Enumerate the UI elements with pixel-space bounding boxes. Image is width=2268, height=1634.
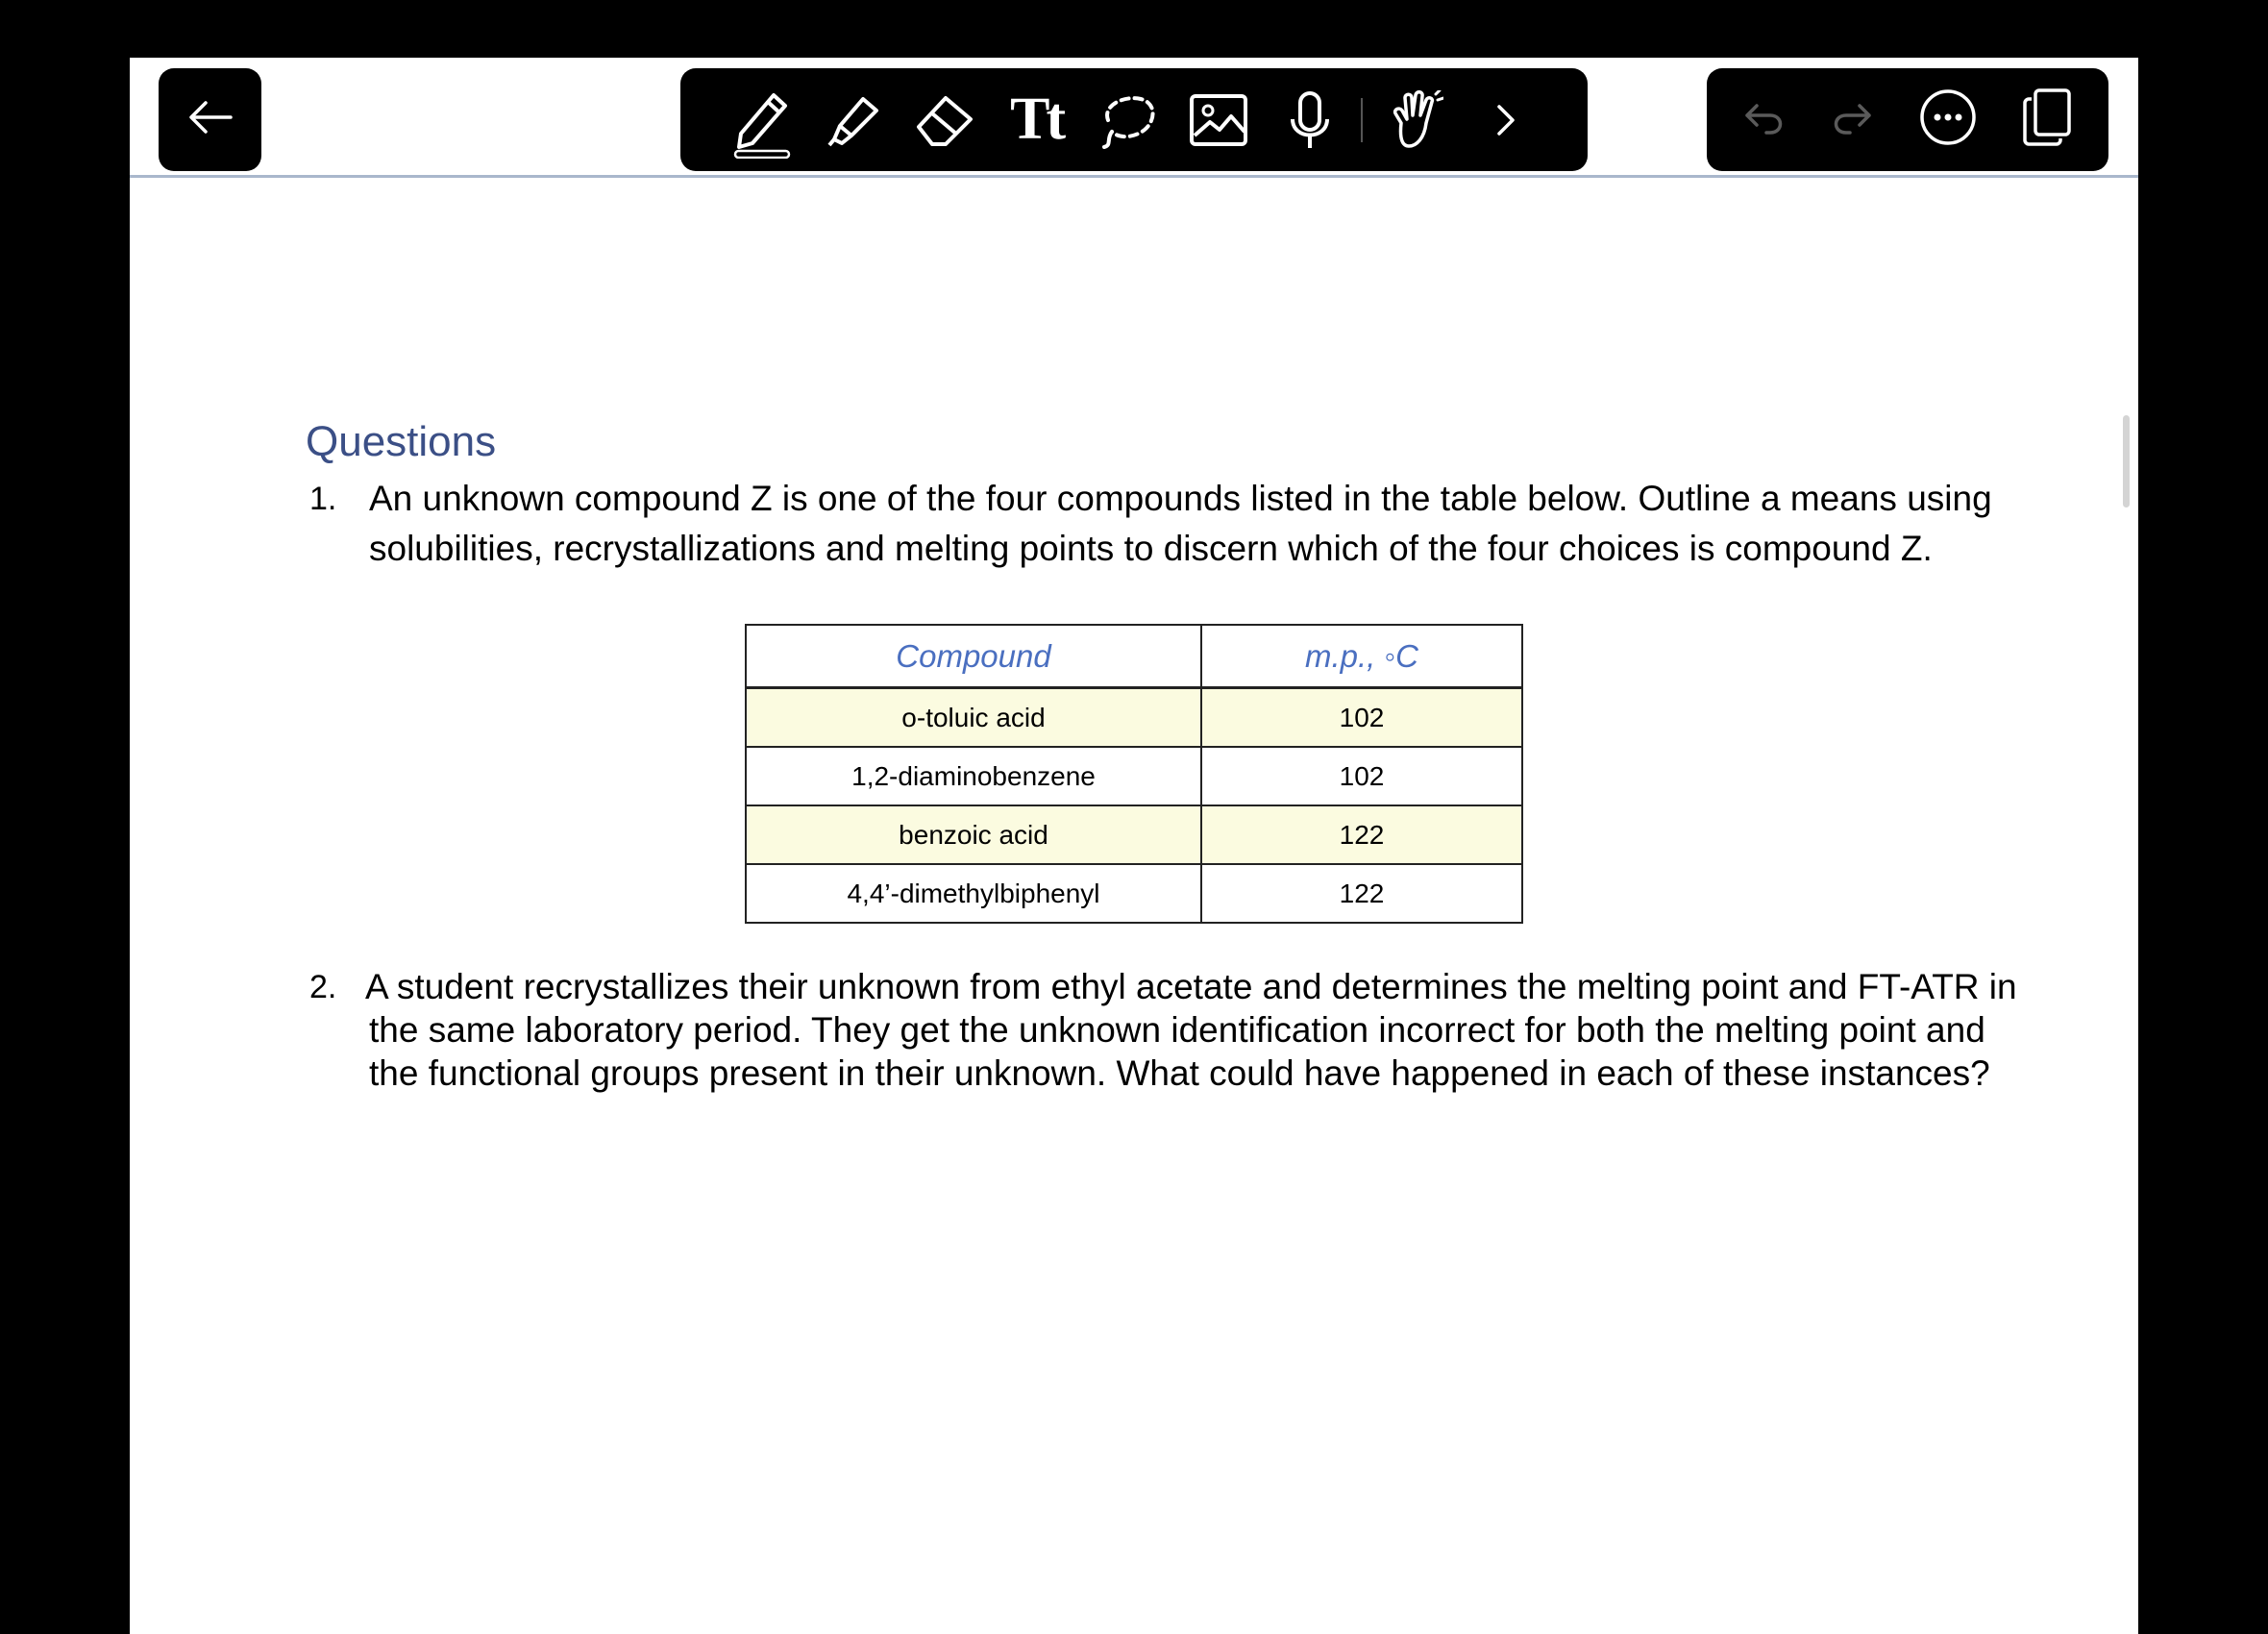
table-cell-mp: 102 xyxy=(1201,747,1522,805)
undo-button[interactable] xyxy=(1743,100,1786,139)
highlighter-tool[interactable] xyxy=(808,68,900,171)
image-icon xyxy=(1189,93,1248,147)
questions-heading: Questions xyxy=(306,418,497,465)
table-cell-compound: 4,4’-dimethylbiphenyl xyxy=(746,864,1201,923)
question-1-number: 1. xyxy=(309,481,337,517)
toolbar-separator xyxy=(1361,98,1363,142)
table-cell-mp: 122 xyxy=(1201,805,1522,864)
more-icon xyxy=(1919,134,1977,150)
chevron-right-icon xyxy=(1495,103,1516,137)
arrow-left-icon xyxy=(188,100,233,139)
table-row xyxy=(746,805,1522,864)
table-cell-compound: benzoic acid xyxy=(746,805,1201,864)
lasso-tool[interactable] xyxy=(1082,68,1173,171)
pen-icon xyxy=(731,82,793,159)
highlighter-icon xyxy=(825,91,882,149)
lasso-icon xyxy=(1097,91,1158,149)
pages-button[interactable] xyxy=(2022,87,2072,152)
melting-point-table xyxy=(745,624,1523,924)
question-2-line-2: the same laboratory period. They get the unknown identification incorrect for both the melting point and xyxy=(369,1010,1985,1050)
redo-button[interactable] xyxy=(1831,100,1873,139)
image-tool[interactable] xyxy=(1172,68,1264,171)
question-2-number: 2. xyxy=(309,969,337,1005)
text-tool[interactable] xyxy=(991,68,1082,171)
hand-icon xyxy=(1386,90,1443,150)
eraser-icon xyxy=(915,92,974,148)
table-row xyxy=(746,864,1522,923)
undo-icon xyxy=(1743,122,1786,138)
tools-toolbar xyxy=(680,68,1588,171)
text-tool-icon: Tt xyxy=(1010,87,1063,152)
microphone-tool[interactable] xyxy=(1264,68,1355,171)
table-cell-compound: 1,2-diaminobenzene xyxy=(746,747,1201,805)
table-row xyxy=(746,747,1522,805)
more-tools-button[interactable] xyxy=(1460,68,1551,171)
table-header-mp: m.p., ◦C xyxy=(1201,625,1522,688)
question-2-line-3: the functional groups present in their unknown. What could have happened in each of these instances? xyxy=(369,1053,1990,1093)
document-actions-toolbar xyxy=(1707,68,2108,171)
question-1-text: An unknown compound Z is one of the four compounds listed in the table below. Outline a means using solubilities, recrystallizations and melting points to discern which of the four choices is compound Z. xyxy=(369,479,1992,568)
hand-tool[interactable] xyxy=(1368,68,1460,171)
question-2-line-1: A student recrystallizes their unknown from ethyl acetate and determines the melting point and FT-ATR in xyxy=(365,967,2017,1006)
microphone-icon xyxy=(1289,90,1331,150)
redo-icon xyxy=(1831,122,1873,138)
table-row xyxy=(746,688,1522,748)
table-cell-mp: 102 xyxy=(1201,688,1522,748)
eraser-tool[interactable] xyxy=(900,68,991,171)
table-cell-compound: o-toluic acid xyxy=(746,688,1201,748)
pen-tool[interactable] xyxy=(717,68,808,171)
scrollbar[interactable] xyxy=(2123,415,2130,508)
pages-icon xyxy=(2022,135,2072,151)
table-cell-mp: 122 xyxy=(1201,864,1522,923)
more-button[interactable] xyxy=(1919,88,1977,151)
table-header-compound: Compound xyxy=(746,625,1201,688)
toolbar-divider xyxy=(130,175,2138,178)
back-button[interactable] xyxy=(159,68,261,171)
